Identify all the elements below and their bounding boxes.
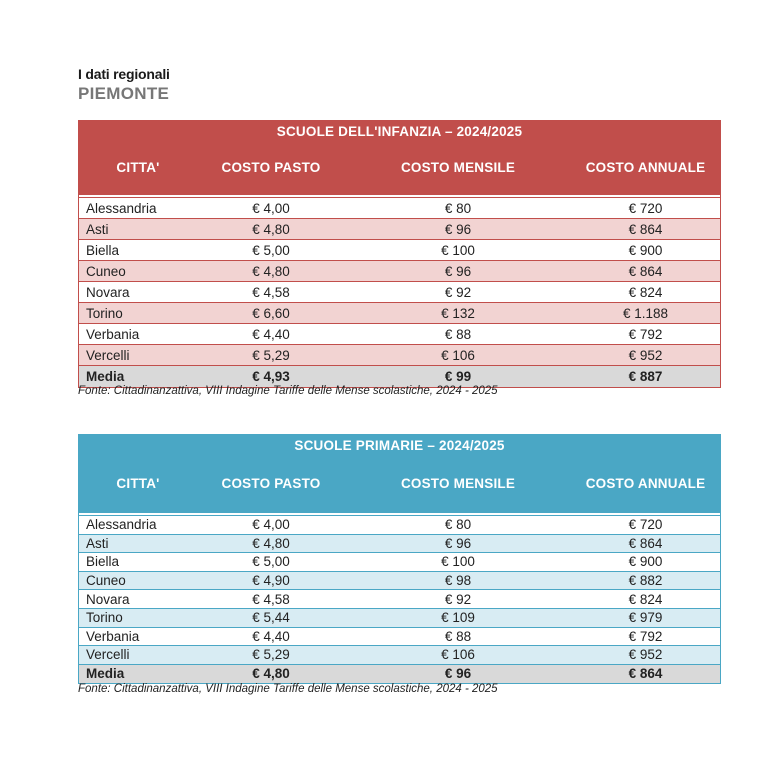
cell-meal: € 4,58 (252, 284, 290, 300)
cell-annual: € 887 (628, 369, 663, 384)
table-row (79, 218, 720, 239)
column-header-meal: COSTO PASTO (221, 476, 321, 491)
table-row (79, 197, 720, 218)
column-header-city: CITTA' (116, 160, 160, 175)
table-row (79, 552, 720, 571)
infanzia-table (78, 120, 721, 388)
cell-city: Cuneo (86, 263, 126, 279)
table-row (79, 302, 720, 323)
cell-monthly: € 80 (444, 200, 472, 216)
cell-city: Cuneo (86, 573, 126, 589)
cell-monthly: € 106 (441, 347, 475, 363)
table-title: SCUOLE DELL'INFANZIA – 2024/2025 (276, 124, 523, 139)
cell-meal: € 4,40 (252, 326, 290, 342)
table-row (79, 323, 720, 344)
table-row (79, 260, 720, 281)
table-row (79, 589, 720, 608)
cell-annual: € 864 (628, 535, 663, 551)
cell-city: Vercelli (86, 647, 130, 663)
cell-meal: € 5,00 (252, 242, 290, 258)
column-header-city: CITTA' (116, 476, 160, 491)
cell-monthly: € 96 (444, 666, 472, 682)
cell-monthly: € 92 (444, 284, 472, 300)
cell-annual: € 720 (628, 517, 663, 533)
cell-city: Biella (86, 554, 120, 570)
cell-annual: € 952 (628, 647, 663, 663)
cell-annual: € 952 (628, 347, 663, 363)
table-source-note: Fonte: Cittadinanzattiva, VIII Indagine Tariffe delle Mense scolastiche, 2024 - 2025 (78, 385, 498, 397)
cell-annual: € 720 (628, 200, 663, 216)
column-header-monthly: COSTO MENSILE (400, 476, 516, 491)
cell-monthly: € 100 (441, 242, 475, 258)
cell-city: Torino (86, 305, 123, 321)
cell-meal: € 6,60 (252, 305, 290, 321)
table-row (79, 645, 720, 664)
cell-city: Media (86, 666, 125, 682)
cell-annual: € 792 (628, 628, 663, 644)
cell-annual: € 882 (628, 573, 663, 589)
table-header (79, 121, 720, 197)
cell-annual: € 792 (628, 326, 663, 342)
cell-meal: € 5,44 (252, 610, 290, 626)
column-header-annual: COSTO ANNUALE (585, 476, 706, 491)
cell-annual: € 979 (628, 610, 663, 626)
cell-city: Asti (86, 221, 109, 237)
table-row (79, 281, 720, 302)
cell-monthly: € 106 (441, 647, 475, 663)
column-headers (79, 457, 720, 515)
column-header-meal: COSTO PASTO (221, 160, 321, 175)
table-total-row (79, 664, 720, 683)
cell-monthly: € 132 (441, 305, 475, 321)
primarie-table (78, 434, 721, 684)
column-headers (79, 143, 720, 197)
cell-annual: € 824 (628, 284, 663, 300)
cell-monthly: € 99 (444, 369, 472, 384)
cell-city: Verbania (86, 326, 140, 342)
cell-city: Novara (86, 284, 130, 300)
table-body (79, 197, 720, 387)
column-header-monthly: COSTO MENSILE (400, 160, 516, 175)
table-row (79, 627, 720, 646)
cell-city: Alessandria (86, 517, 157, 533)
cell-meal: € 4,90 (252, 573, 290, 589)
cell-city: Biella (86, 242, 120, 258)
table-source-note: Fonte: Cittadinanzattiva, VIII Indagine Tariffe delle Mense scolastiche, 2024 - 2025 (78, 683, 498, 695)
cell-annual: € 864 (628, 666, 663, 682)
cell-city: Asti (86, 535, 109, 551)
cell-annual: € 900 (628, 242, 663, 258)
kicker-title: I dati regionali (78, 66, 170, 82)
cell-monthly: € 88 (444, 628, 472, 644)
cell-city: Torino (86, 610, 123, 626)
cell-monthly: € 100 (441, 554, 475, 570)
table-row (79, 239, 720, 260)
cell-meal: € 5,00 (252, 554, 290, 570)
cell-monthly: € 80 (444, 517, 472, 533)
cell-annual: € 864 (628, 221, 663, 237)
cell-city: Media (86, 369, 125, 384)
cell-meal: € 4,58 (252, 591, 290, 607)
cell-monthly: € 96 (444, 263, 472, 279)
table-header (79, 435, 720, 515)
table-row (79, 534, 720, 553)
column-header-annual: COSTO ANNUALE (585, 160, 706, 175)
cell-annual: € 900 (628, 554, 663, 570)
table-row (79, 608, 720, 627)
table-row (79, 571, 720, 590)
cell-meal: € 4,00 (252, 200, 290, 216)
cell-annual: € 864 (628, 263, 663, 279)
cell-city: Verbania (86, 628, 140, 644)
region-title: PIEMONTE (78, 84, 170, 103)
cell-meal: € 4,40 (252, 628, 290, 644)
cell-meal: € 4,00 (252, 517, 290, 533)
cell-monthly: € 88 (444, 326, 472, 342)
cell-meal: € 4,93 (252, 369, 290, 384)
cell-city: Novara (86, 591, 130, 607)
cell-meal: € 4,80 (252, 263, 290, 279)
table-row (79, 515, 720, 534)
table-title: SCUOLE PRIMARIE – 2024/2025 (294, 438, 505, 453)
page-header (78, 66, 170, 104)
cell-monthly: € 98 (444, 573, 472, 589)
table-row (79, 344, 720, 365)
cell-city: Vercelli (86, 347, 130, 363)
cell-monthly: € 92 (444, 591, 472, 607)
cell-meal: € 4,80 (252, 221, 290, 237)
table-total-row (79, 365, 720, 387)
cell-meal: € 5,29 (252, 347, 290, 363)
cell-meal: € 4,80 (252, 666, 290, 682)
cell-meal: € 4,80 (252, 535, 290, 551)
cell-annual: € 1.188 (622, 305, 669, 321)
cell-monthly: € 96 (444, 535, 472, 551)
cell-city: Alessandria (86, 200, 157, 216)
cell-annual: € 824 (628, 591, 663, 607)
cell-monthly: € 109 (441, 610, 475, 626)
cell-monthly: € 96 (444, 221, 472, 237)
cell-meal: € 5,29 (252, 647, 290, 663)
table-body (79, 515, 720, 683)
